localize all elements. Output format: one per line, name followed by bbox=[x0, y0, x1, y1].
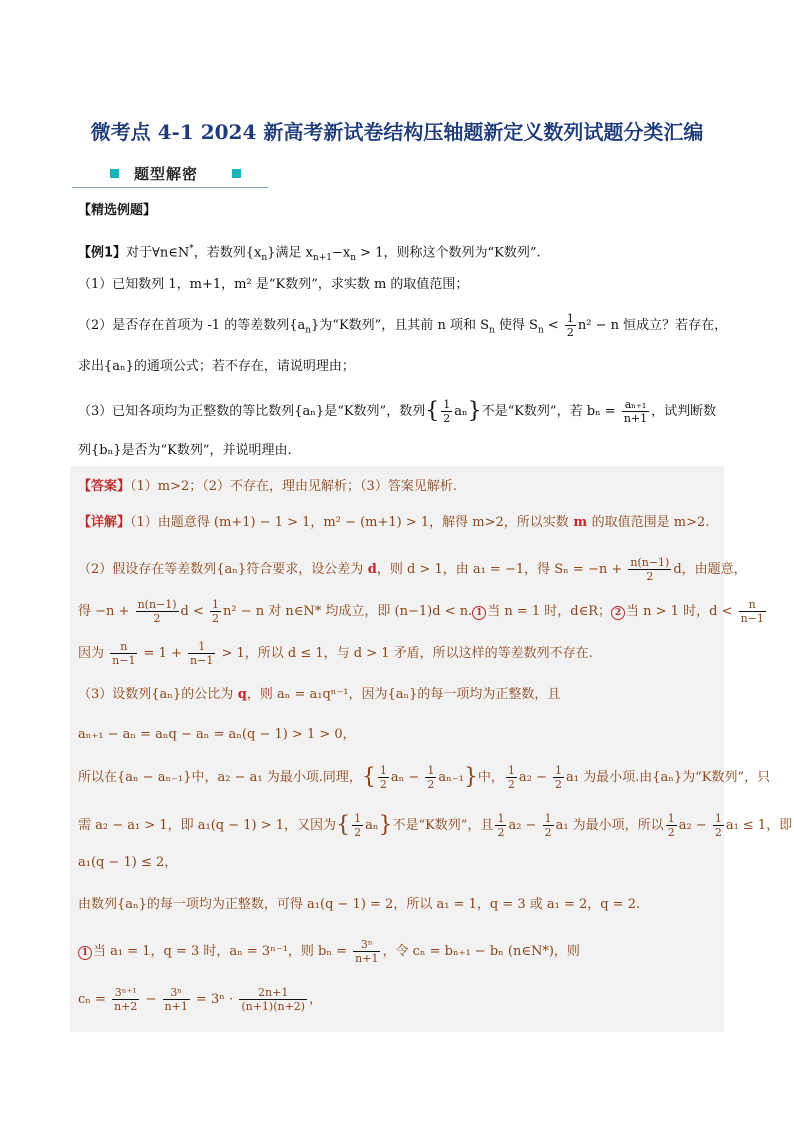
detail-line-12: cₙ = $\frac{\text{3ⁿ⁺¹}}{n+2}$ − $\frac{\text{3ⁿ}}{n+1}$ = 3ⁿ · $\frac{2n+1}{(n+1)(n+2)}$ ， bbox=[78, 986, 323, 1013]
detail-line-5: （3）设数列{aₙ}的公比为 q，则 aₙ = a₁qⁿ⁻¹，因为{aₙ}的每一项均为正整数，且 bbox=[78, 687, 561, 702]
question-2-line2: 求出{aₙ}的通项公式；若不存在，请说明理由； bbox=[78, 359, 355, 374]
section-label: 【精选例题】 bbox=[78, 203, 157, 218]
banner-label: 题型解密 bbox=[134, 165, 199, 183]
section-banner bbox=[72, 160, 268, 188]
detail-line-8: 需 a₂ − a₁ > 1，即 a₁(q − 1) > 1，又因为{ $\frac{1}{2}$ aₙ}不是“K数列”，且 $\frac{1}{2}$ a₂ − $\frac{1}{2}$ a₁ 为最小项，所以 $\frac{1}{2}$ a₂ − $\frac{1}{2}$ a₁ ≤ 1，即 bbox=[78, 812, 793, 839]
detail-line-7: 所以在{aₙ − aₙ₋₁}中，a₂ − a₁ 为最小项.同理，{ $\frac{1}{2}$ aₙ − $\frac{1}{2}$ aₙ₋₁}中， $\frac{1}{2}$ a₂ − $\frac{1}{2}$ a₁ 为最小项.由{aₙ}为“K数列”，只 bbox=[78, 764, 771, 791]
detail-line-9: a₁(q − 1) ≤ 2， bbox=[78, 855, 178, 870]
detail-line-10: 由数列{aₙ}的每一项均为正整数，可得 a₁(q − 1) = 2，所以 a₁ = 1，q = 3 或 a₁ = 2，q = 2. bbox=[78, 897, 641, 912]
question-3-line2: 列{bₙ}是否为“K数列”，并说明理由. bbox=[78, 443, 292, 458]
detail-line-11: 1 当 a₁ = 1，q = 3 时，aₙ = 3ⁿ⁻¹，则 bₙ = $\frac{\text{3ⁿ}}{n+1}$ ，令 cₙ = bₙ₊₁ − bₙ (n∈N*)，则 bbox=[78, 938, 728, 965]
question-1: （1）已知数列 1，m+1，m² 是“K数列”，求实数 m 的取值范围； bbox=[78, 277, 469, 292]
question-2: （2）是否存在首项为 -1 的等差数列$\{a_n\}$为“K数列”，且其前 n 项和 $S_n$ 使得 $S_n$ < $\frac{1}{2}$ n² − n 恒成立？若存在， bbox=[78, 312, 728, 339]
detail-line-2: （2）假设存在等差数列{aₙ}符合要求，设公差为 d，则 d > 1，由 a₁ = −1，得 Sₙ = −n + $\frac{n(n-1)}{2}$ d，由题意， bbox=[78, 556, 747, 583]
teal-square-icon bbox=[232, 169, 241, 178]
detail-line-6: aₙ₊₁ − aₙ = aₙq − aₙ = aₙ(q − 1) > 1 > 0， bbox=[78, 727, 356, 742]
detail-line-1: 【详解】（1）由题意得 (m+1) − 1 > 1，m² − (m+1) > 1，解得 m>2，所以实数 m 的取值范围是 m>2. bbox=[78, 515, 710, 530]
detail-line-3: 得 −n + $\frac{n(n-1)}{2}$ d < $\frac{1}{2}$ n² − n 对 n∈N* 均成立，即 (n−1)d < n. 1 当 n = 1 时，d∈R； 2 当 n > 1 时，d < $\frac{n}{n-1}$ bbox=[78, 598, 764, 625]
detail-line-4: 因为 $\frac{n}{n-1}$ = 1 + $\frac{1}{n-1}$ > 1，所以 d ≤ 1，与 d > 1 矛盾，所以这样的等差数列不存在. bbox=[78, 640, 593, 667]
example-stem: 【例1】对于∀n∈N*，若数列$\{x_n\}$满足 $x_{n+1}-x_n > 1$，则称这个数列为“K数列”. bbox=[78, 244, 541, 263]
teal-square-icon bbox=[110, 169, 119, 178]
answer-line: 【答案】（1）m>2；（2）不存在，理由见解析；（3）答案见解析. bbox=[78, 479, 457, 494]
question-3: （3）已知各项均为正整数的等比数列{aₙ}是“K数列”，数列{ $\frac{1}{2}$ aₙ}不是“K数列”，若 bₙ = $\frac{\text{aₙ₊₁}}{n+1}$ ，试判断数 bbox=[78, 398, 717, 425]
banner-underline bbox=[72, 187, 268, 188]
page-title: 微考点 4-1 2024 新高考新试卷结构压轴题新定义数列试题分类汇编 bbox=[90, 120, 704, 144]
